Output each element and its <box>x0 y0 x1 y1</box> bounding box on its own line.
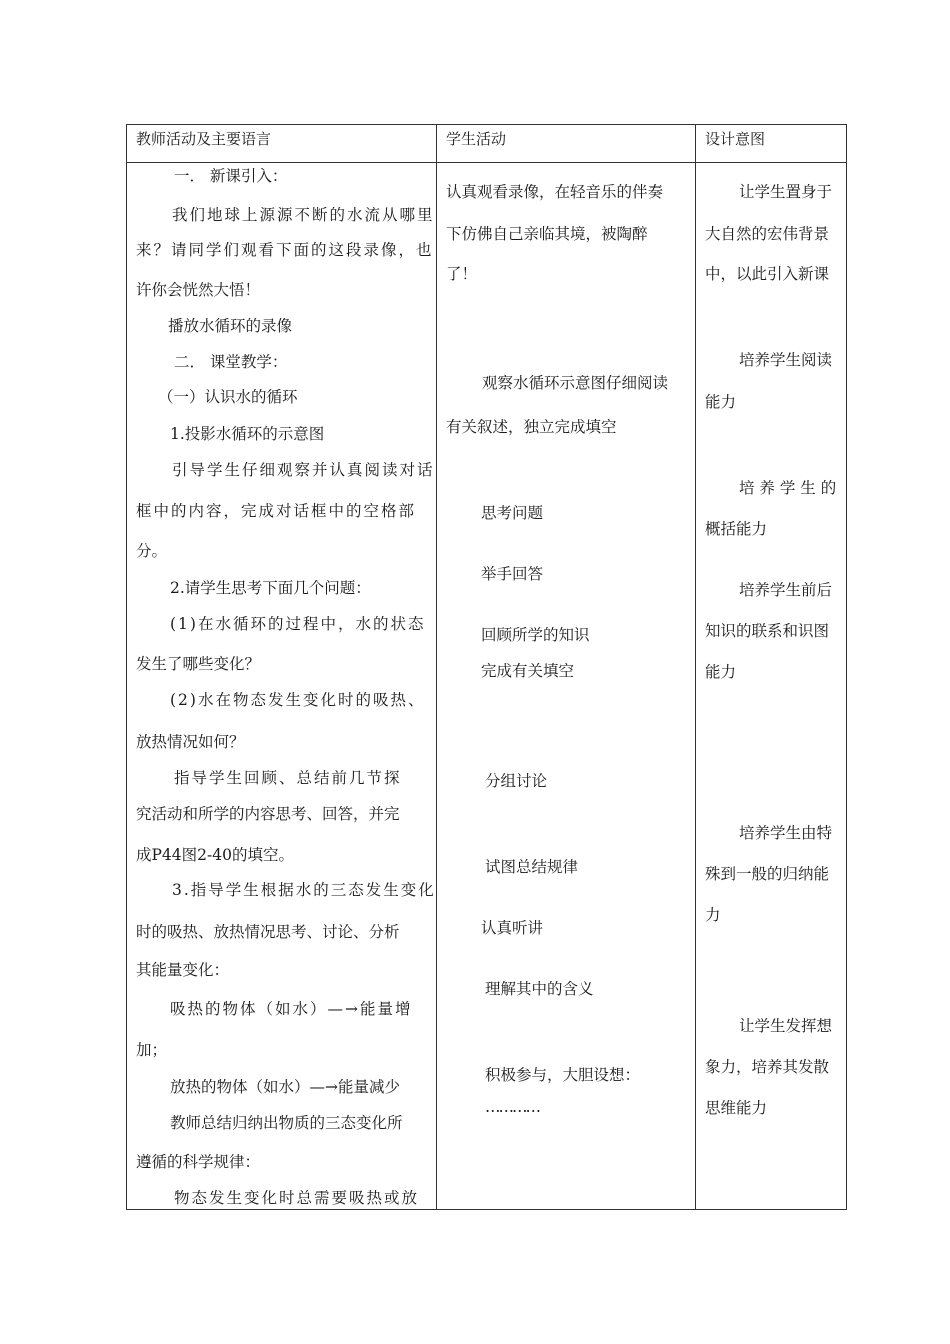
teacher-line: 加； <box>136 1041 168 1059</box>
intent-line: 知识的联系和识图 <box>705 622 830 640</box>
intent-line: 能力 <box>705 663 737 681</box>
student-line: 下仿佛自己亲临其境，被陶醉 <box>446 225 648 243</box>
student-line: 分组讨论 <box>485 772 548 790</box>
intent-line: 培 养 学 生 的 <box>739 479 837 497</box>
intent-line: 思维能力 <box>705 1099 768 1117</box>
student-line: 认真听讲 <box>481 919 544 937</box>
header-divider <box>127 162 846 163</box>
teacher-line: 指导学生回顾、总结前几节探 <box>174 769 402 787</box>
intent-line: 中，以此引入新课 <box>705 265 830 283</box>
teacher-line: 发生了哪些变化？ <box>136 655 261 673</box>
teacher-line: 我们地球上源源不断的水流从哪里 <box>172 206 435 224</box>
student-line: 举手回答 <box>481 565 544 583</box>
student-line: 思考问题 <box>481 504 544 522</box>
intent-line: 培养学生阅读 <box>739 351 833 369</box>
teacher-line: 放热情况如何？ <box>136 733 245 751</box>
student-line: 积极参与，大胆设想： <box>485 1066 641 1084</box>
student-line: 认真观看录像，在轻音乐的伴奏 <box>446 183 664 201</box>
teacher-line: 吸热的物体（如水）—→能量增 <box>170 1000 413 1018</box>
teacher-line: （一）认识水的循环 <box>158 388 298 406</box>
student-line: 回顾所学的知识 <box>481 626 590 644</box>
student-line: 理解其中的含义 <box>485 980 594 998</box>
column-divider-2 <box>695 125 696 1209</box>
teacher-line: 1.投影水循环的示意图 <box>170 425 325 443</box>
teacher-line: 成P44图2-40的填空。 <box>136 846 294 864</box>
intent-line: 能力 <box>705 393 737 411</box>
header-design-intent: 设计意图 <box>705 130 766 148</box>
student-line: 试图总结规律 <box>485 858 579 876</box>
student-line: 了！ <box>446 265 478 283</box>
teacher-line: 框中的内容，完成对话框中的空格部 <box>136 502 417 520</box>
teacher-line: 时的吸热、放热情况思考、讨论、分析 <box>136 923 400 941</box>
intent-line: 让学生发挥想 <box>739 1017 833 1035</box>
teacher-line: 放热的物体（如水）—→能量减少 <box>170 1078 400 1096</box>
student-line: 有关叙述，独立完成填空 <box>446 418 617 436</box>
header-student-activity: 学生活动 <box>446 130 507 148</box>
intent-line: 让学生置身于 <box>739 183 833 201</box>
intent-line: 概括能力 <box>705 520 768 538</box>
teacher-line: 究活动和所学的内容思考、回答，并完 <box>136 805 400 823</box>
student-ellipsis: ………… <box>485 1098 539 1116</box>
teacher-line: 2.请学生思考下面几个问题： <box>170 579 371 597</box>
intent-line: 大自然的宏伟背景 <box>705 225 830 243</box>
teacher-line: 许你会恍然大悟！ <box>136 281 261 299</box>
teacher-line: 遵循的科学规律： <box>136 1153 261 1171</box>
teacher-line: 物态发生变化时总需要吸热或放 <box>174 1189 420 1207</box>
teacher-line: 分。 <box>136 542 168 560</box>
intent-line: 殊到一般的归纳能 <box>705 865 830 883</box>
intent-line: 力 <box>705 906 721 924</box>
teacher-line: 引导学生仔细观察并认真阅读对话 <box>172 461 435 479</box>
teacher-line: 来？请同学们观看下面的这段录像，也 <box>136 241 434 259</box>
intent-line: 培养学生前后 <box>739 581 833 599</box>
header-teacher-activity: 教师活动及主要语言 <box>136 130 272 148</box>
teacher-line: (2)水在物态发生变化时的吸热、 <box>170 691 426 709</box>
teacher-line: 播放水循环的录像 <box>168 317 293 335</box>
student-line: 观察水循环示意图仔细阅读 <box>482 374 669 392</box>
teacher-line: 3.指导学生根据水的三态发生变化 <box>172 881 436 899</box>
teacher-line: 教师总结归纳出物质的三态变化所 <box>170 1114 403 1132</box>
intent-line: 象力，培养其发散 <box>705 1058 830 1076</box>
column-divider-1 <box>436 125 437 1209</box>
teacher-line: 一． 新课引入： <box>174 167 288 185</box>
teacher-line: (1)在水循环的过程中，水的状态 <box>170 615 426 633</box>
teacher-line: 其能量变化： <box>136 961 230 979</box>
student-line: 完成有关填空 <box>481 662 575 680</box>
teacher-line: 二． 课堂教学： <box>174 353 288 371</box>
intent-line: 培养学生由特 <box>739 824 833 842</box>
